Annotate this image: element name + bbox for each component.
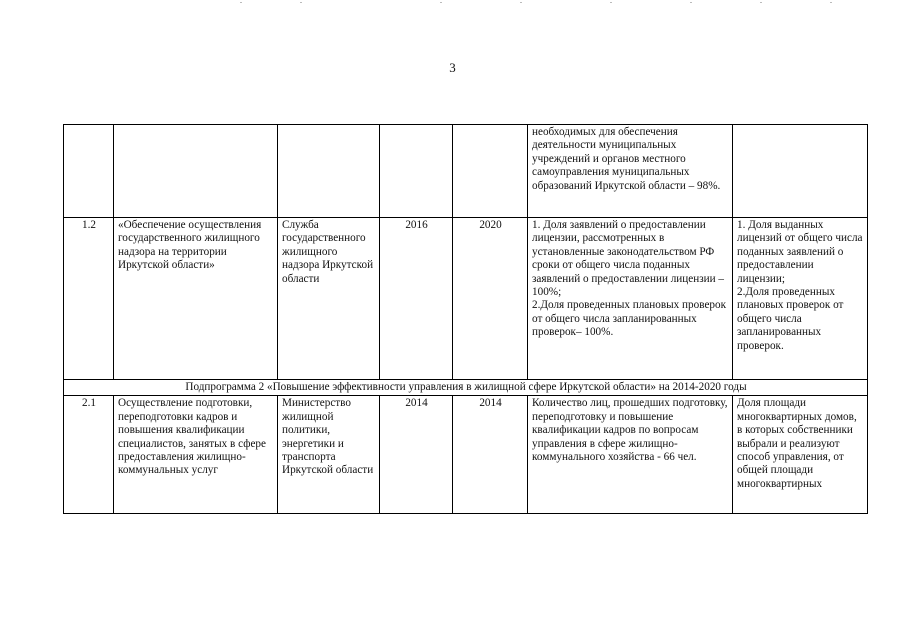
table-row <box>64 125 868 218</box>
row-indicators: 1. Доля заявлений о предоставлении лицензии, рассмотренных в установленные законодательством РФ сроки от общего числа поданных заявлений о предоставлении лицензии – 100%; 2.Доля проведенных плановых проверок от общего числа запланированных проверок– 100%. <box>528 218 733 380</box>
table-row <box>64 218 868 380</box>
row-results: 1. Доля выданных лицензий от общего числа поданных заявлений о предоставлении лицензии; 2.Доля проведенных плановых проверок от общего числа запланированных проверок. <box>733 218 868 380</box>
row-indicators: Количество лиц, прошедших подготовку, переподготовку и повышение квалификации кадров по вопросам управления в сфере жилищно-коммунального хозяйства - 66 чел. <box>528 396 733 514</box>
row-number: 1.2 <box>64 218 114 380</box>
page-number: 3 <box>449 60 456 75</box>
row-year-end <box>453 125 528 218</box>
row-results <box>733 125 868 218</box>
program-table <box>63 124 868 514</box>
row-name: Осуществление подготовки, переподготовки кадров и повышения квалификации специалистов, занятых в сфере предоставления жилищно-коммунальных услуг <box>114 396 278 514</box>
section-title: Подпрограмма 2 «Повышение эффективности управления в жилищной сфере Иркутской области» на 2014-2020 годы <box>64 380 868 396</box>
table-row <box>64 396 868 514</box>
row-year-end: 2014 <box>453 396 528 514</box>
row-indicators: необходимых для обеспечения деятельности муниципальных учреждений и органов местного самоуправления муниципальных образований Иркутской области – 98%. <box>528 125 733 218</box>
row-year-start <box>380 125 453 218</box>
row-name: «Обеспечение осуществления государственного жилищного надзора на территории Иркутской области» <box>114 218 278 380</box>
row-year-start: 2016 <box>380 218 453 380</box>
row-name <box>114 125 278 218</box>
scan-noise <box>0 2 905 6</box>
row-number <box>64 125 114 218</box>
section-row <box>64 380 868 396</box>
row-year-end: 2020 <box>453 218 528 380</box>
row-executor: Служба государственного жилищного надзора Иркутской области <box>278 218 380 380</box>
row-executor: Министерство жилищной политики, энергетики и транспорта Иркутской области <box>278 396 380 514</box>
row-number: 2.1 <box>64 396 114 514</box>
row-results: Доля площади многоквартирных домов, в которых собственники выбрали и реализуют способ управления, от общей площади многоквартирных <box>733 396 868 514</box>
row-year-start: 2014 <box>380 396 453 514</box>
row-executor <box>278 125 380 218</box>
